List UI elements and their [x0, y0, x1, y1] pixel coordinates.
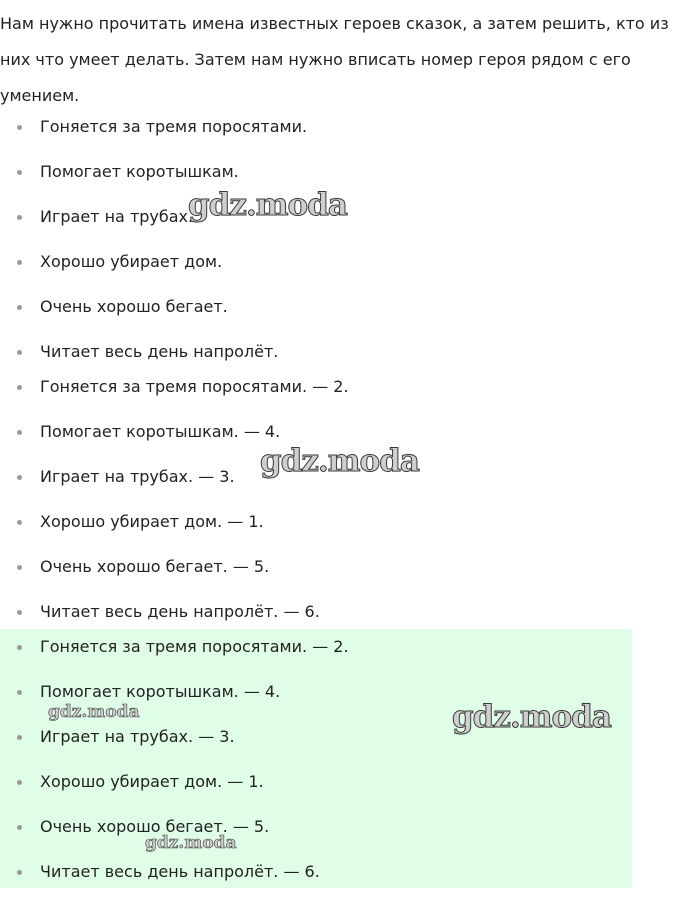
- list-item-text: Читает весь день напролёт.: [40, 342, 279, 361]
- list-item-text: Очень хорошо бегает. — 5.: [40, 557, 270, 576]
- intro-paragraph: Нам нужно прочитать имена известных героев сказок, а затем решить, кто из них что умеет делать. Затем нам нужно вписать номер героя рядом с его умением.: [0, 14, 669, 105]
- bullet-icon: [17, 780, 22, 785]
- list-item-text: Помогает коротышкам. — 4.: [40, 682, 281, 701]
- list-item-text: Хорошо убирает дом.: [40, 252, 223, 271]
- watermark-logo: gdz.moda: [145, 833, 237, 853]
- list-item-text: Хорошо убирает дом. — 1.: [40, 772, 264, 791]
- bullet-icon: [17, 305, 22, 310]
- bullet-icon: [17, 610, 22, 615]
- list-item-text: Читает весь день напролёт. — 6.: [40, 862, 320, 881]
- bullet-icon: [17, 565, 22, 570]
- list-item-text: Очень хорошо бегает.: [40, 297, 228, 316]
- list-item-text: Гоняется за тремя поросятами. — 2.: [40, 637, 349, 656]
- bullet-icon: [17, 825, 22, 830]
- list-item-text: Очень хорошо бегает. — 5.: [40, 817, 270, 836]
- watermark-logo: gdz.moda: [260, 443, 419, 479]
- list-item-text: Играет на трубах.: [40, 207, 194, 226]
- bullet-icon: [17, 385, 22, 390]
- answer-box: [0, 629, 632, 888]
- bullet-icon: [17, 430, 22, 435]
- bullet-icon: [17, 475, 22, 480]
- list-item-text: Помогает коротышкам.: [40, 162, 239, 181]
- bullet-icon: [17, 170, 22, 175]
- watermark-logo: gdz.moda: [48, 702, 140, 722]
- list-item-text: Гоняется за тремя поросятами.: [40, 117, 308, 136]
- bullet-icon: [17, 735, 22, 740]
- bullet-icon: [17, 260, 22, 265]
- list-item-text: Играет на трубах. — 3.: [40, 467, 235, 486]
- bullet-icon: [17, 520, 22, 525]
- bullet-icon: [17, 350, 22, 355]
- bullet-icon: [17, 645, 22, 650]
- list-item-text: Гоняется за тремя поросятами. — 2.: [40, 377, 349, 396]
- list-item-text: Хорошо убирает дом. — 1.: [40, 512, 264, 531]
- bullet-icon: [17, 690, 22, 695]
- list-item-text: Играет на трубах. — 3.: [40, 727, 235, 746]
- watermark-logo: gdz.moda: [452, 699, 611, 735]
- list-item-text: Помогает коротышкам. — 4.: [40, 422, 281, 441]
- bullet-icon: [17, 215, 22, 220]
- bullet-icon: [17, 870, 22, 875]
- list-item-text: Читает весь день напролёт. — 6.: [40, 602, 320, 621]
- watermark-logo: gdz.moda: [188, 187, 347, 223]
- bullet-icon: [17, 125, 22, 130]
